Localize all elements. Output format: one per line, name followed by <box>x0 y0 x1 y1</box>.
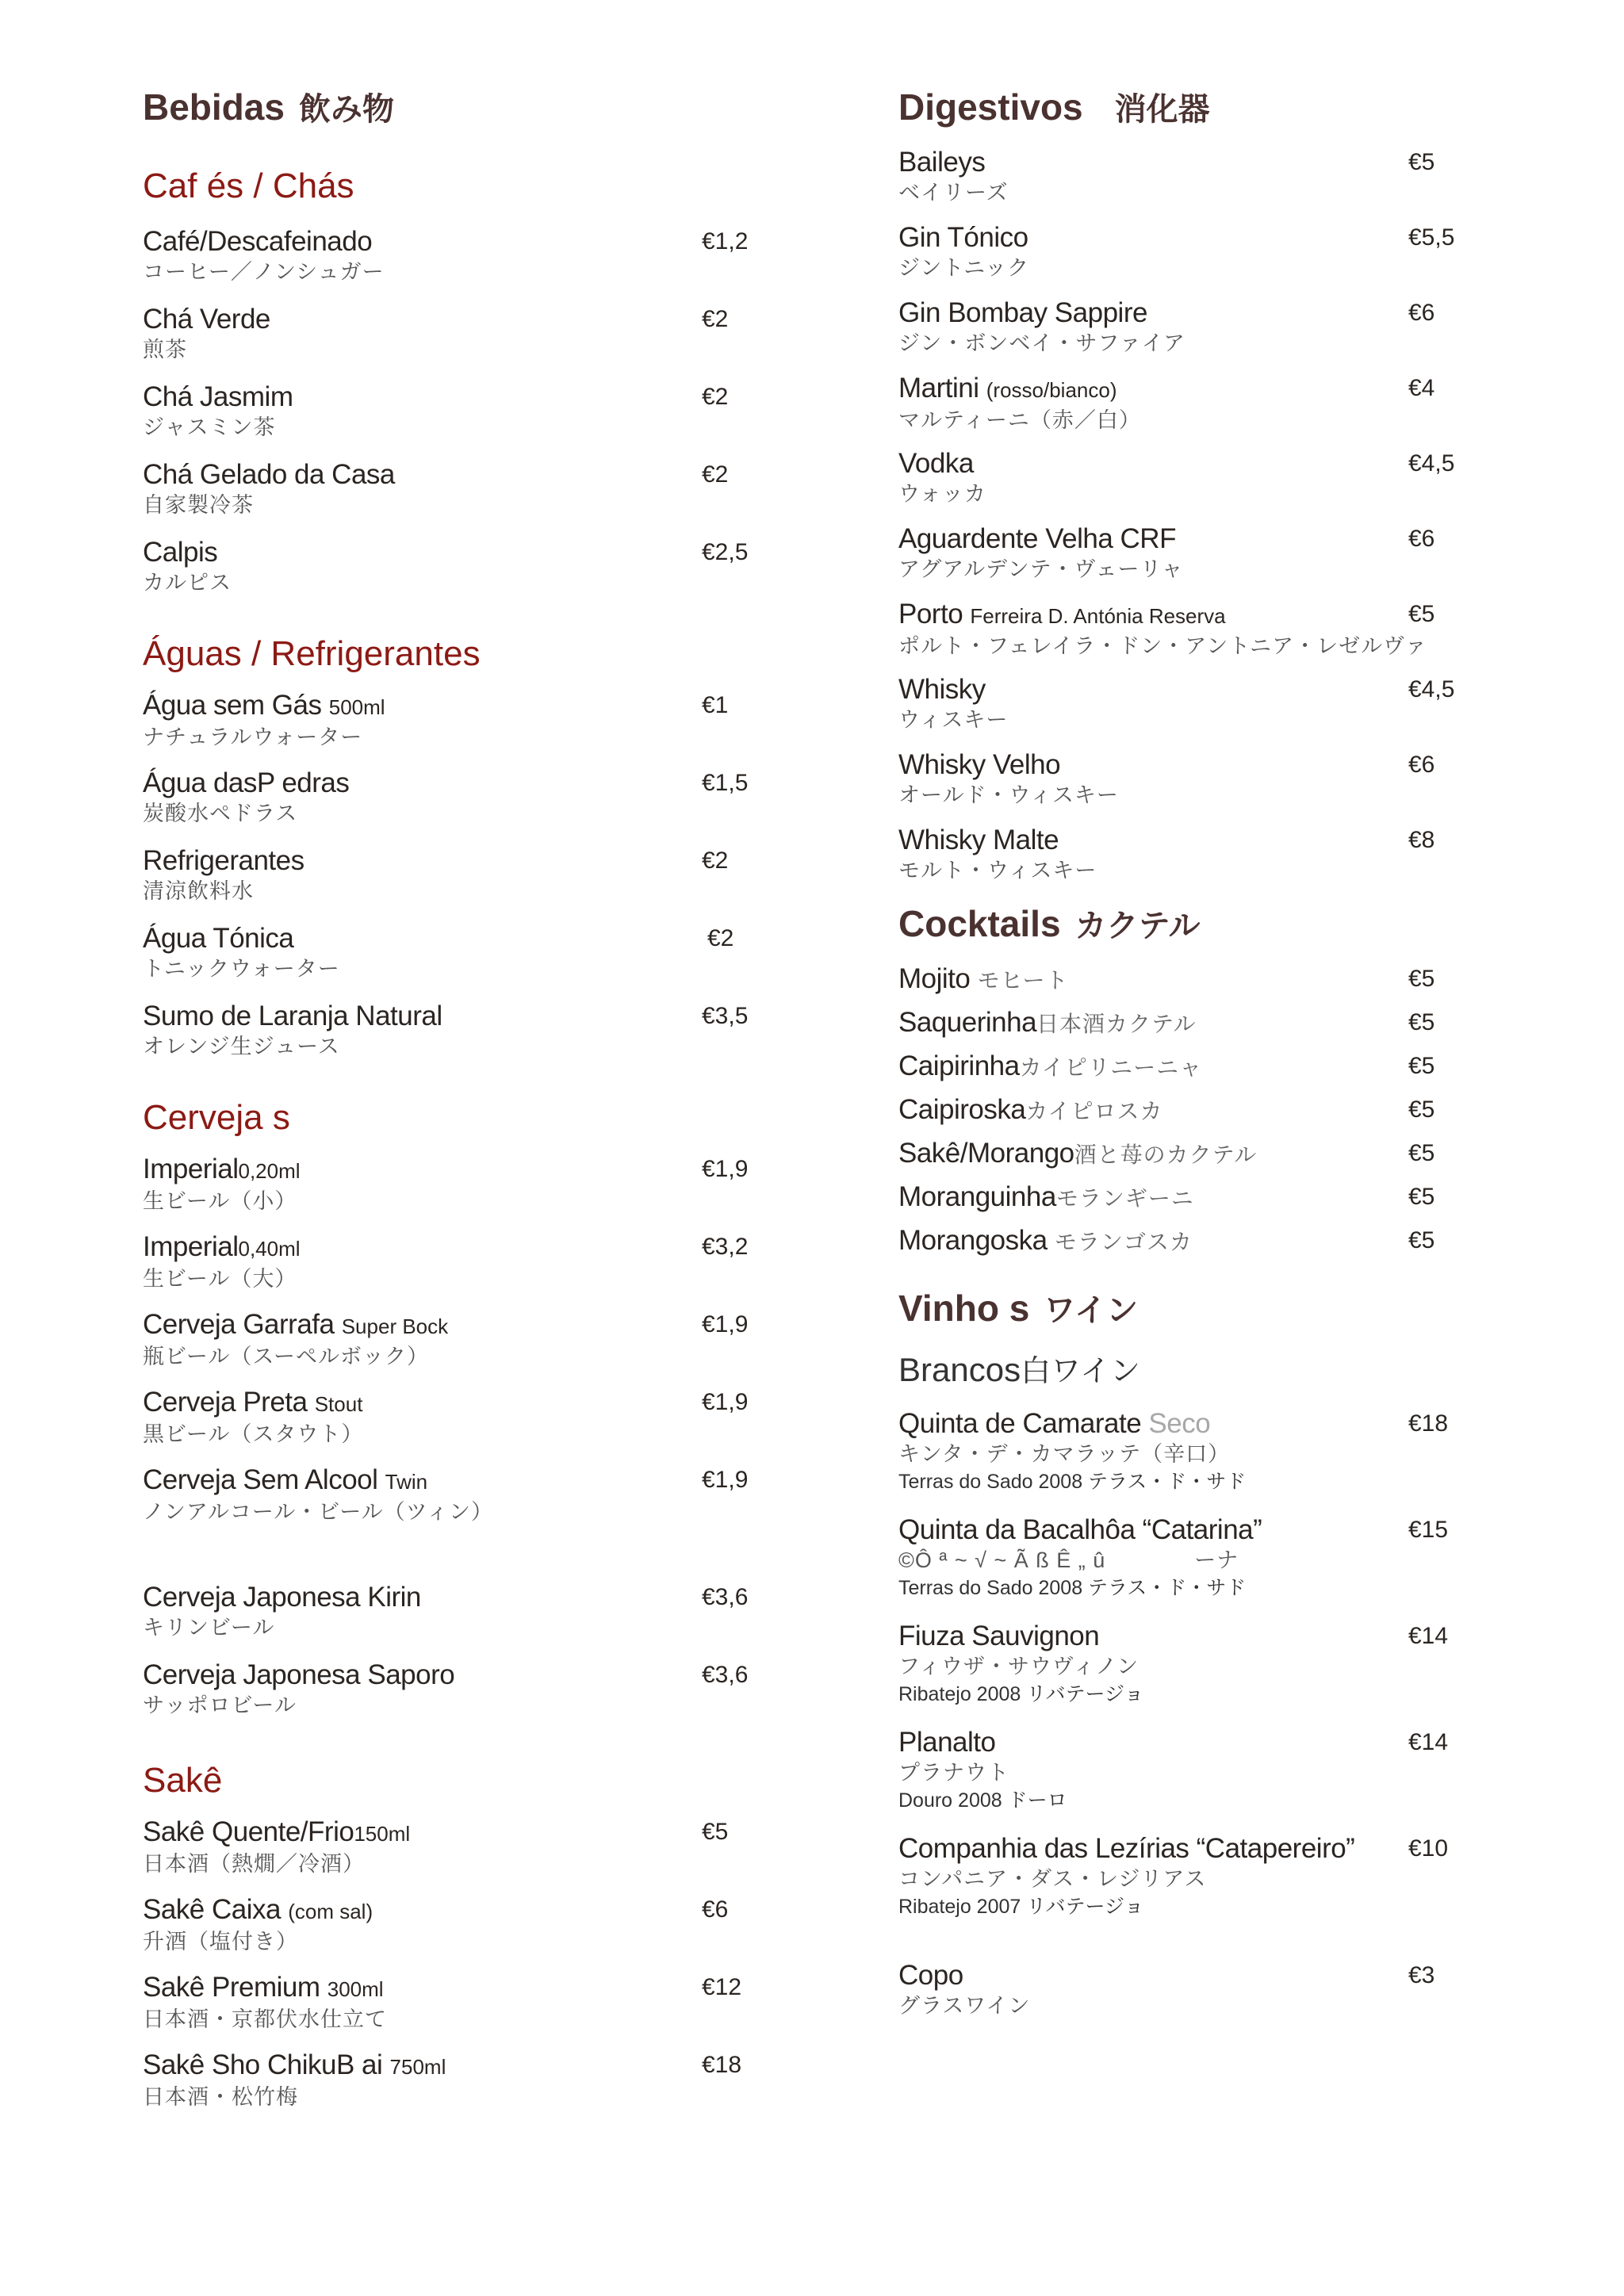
menu-item: Sakê/Morango酒と苺のカクテル €5 <box>898 1138 1435 1169</box>
menu-item: Baileys ベイリーズ €5 <box>898 147 1435 205</box>
cocktails-heading: Cocktails カクテル <box>898 903 1201 944</box>
menu-item: Calpis カルピス €2,5 <box>143 537 749 595</box>
menu-item: Porto Ferreira D. Antónia Reserva ポルト・フェレイラ・ドン・アントニア・レゼルヴァ €5 <box>898 599 1435 658</box>
menu-item: Gin Tónico ジントニック €5,5 <box>898 222 1455 280</box>
vinhos-heading: Vinho s ワイン <box>898 1288 1139 1329</box>
bebidas-heading: Bebidas 飲み物 <box>143 86 394 128</box>
menu-item: Água dasP edras 炭酸水ペドラス €1,5 <box>143 767 749 825</box>
menu-item: Refrigerantes 清涼飲料水 €2 <box>143 845 729 903</box>
menu-item: Whisky Velho オールド・ウィスキー €6 <box>898 749 1435 807</box>
menu-item: Aguardente Velha CRF アグアルデンテ・ヴェーリャ €6 <box>898 523 1435 581</box>
menu-item: Gin Bombay Sappire ジン・ボンベイ・サファイア €6 <box>898 297 1435 355</box>
menu-item: Sakê Premium 300ml 日本酒・京都伏水仕立て €12 <box>143 1972 742 2031</box>
menu-item: Cerveja Garrafa Super Bock 瓶ビール（スーペルボック） €1,9 <box>143 1309 749 1368</box>
sake-heading: Sakê <box>143 1761 223 1800</box>
menu-item: Cerveja Preta Stout 黒ビール（スタウト） €1,9 <box>143 1387 749 1446</box>
menu-item: Whisky Malte モルト・ウィスキー €8 <box>898 825 1435 882</box>
brancos-subheading: Brancos白ワイン <box>898 1351 1140 1388</box>
menu-item: Chá Gelado da Casa 自家製冷茶 €2 <box>143 459 729 517</box>
menu-item: Whisky ウィスキー €4,5 <box>898 674 1455 732</box>
menu-item: Água sem Gás 500ml ナチュラルウォーター €1 <box>143 690 729 749</box>
menu-item: Café/Descafeinado コーヒー／ノンシュガー €1,2 <box>143 226 749 284</box>
menu-item: Sakê Quente/Frio150ml 日本酒（熱燗／冷酒） €5 <box>143 1816 729 1876</box>
left-column <box>143 83 761 2127</box>
aguas-heading: Águas / Refrigerantes <box>143 634 481 673</box>
menu-item: Caipiroskaカイピロスカ €5 <box>898 1094 1435 1125</box>
menu-item: Vodka ウォッカ €4,5 <box>898 448 1455 506</box>
wine-item: Quinta de Camarate Seco キンタ・デ・カマラッテ（辛口） Terras do Sado 2008 テラス・ド・サド €18 <box>898 1408 1449 1493</box>
menu-item: Saquerinha日本酒カクテル €5 <box>898 1007 1435 1038</box>
menu-item: Água Tónica トニックウォーター €2 <box>143 923 734 981</box>
digestivos-heading: Digestivos 消化器 <box>898 86 1210 128</box>
menu-item: Chá Jasmim ジャスミン茶 €2 <box>143 381 729 439</box>
menu-item: Morangoska モランゴスカ €5 <box>898 1225 1435 1256</box>
menu-item: Mojito モヒート €5 <box>898 963 1435 994</box>
menu-item: Cerveja Japonesa Kirin キリンビール €3,6 <box>143 1582 749 1640</box>
menu-item: Cerveja Sem Alcool Twin ノンアルコール・ビール（ツィン） €1,9 <box>143 1464 749 1524</box>
menu-item: Cerveja Japonesa Saporo サッポロビール €3,6 <box>143 1659 749 1717</box>
menu-item: Caipirinhaカイピリニーニャ €5 <box>898 1050 1435 1081</box>
menu-item: Imperial0,40ml 生ビール（大） €3,2 <box>143 1231 749 1291</box>
right-column <box>898 83 1485 2035</box>
menu-item: Moranguinhaモランギーニ €5 <box>898 1181 1435 1212</box>
menu-item: Chá Verde 煎茶 €2 <box>143 304 729 362</box>
wine-item: Companhia das Lezírias “Catapereiro” コンパニア・ダス・レジリアス Ribatejo 2007 リバテージョ €10 <box>898 1833 1449 1918</box>
menu-item: Sakê Sho ChikuB ai 750ml 日本酒・松竹梅 €18 <box>143 2049 742 2109</box>
wine-item-copo: Copo グラスワイン €3 <box>898 1960 1435 2018</box>
menu-item: Imperial0,20ml 生ビール（小） €1,9 <box>143 1154 749 1213</box>
wine-item: Quinta da Bacalhôa “Catarina” ©Ô ª ~ √ ~ Ã ß Ê „ û ーナ Terras do Sado 2008 テラス・ド・サド €15 <box>898 1514 1449 1599</box>
cervejas-heading: Cerveja s <box>143 1098 290 1137</box>
menu-item: Martini (rosso/bianco) マルティーニ（赤／白） €4 <box>898 373 1435 432</box>
wine-item: Planalto プラナウト Douro 2008 ドーロ €14 <box>898 1727 1449 1812</box>
cafes-heading: Caf és / Chás <box>143 166 354 205</box>
wine-item: Fiuza Sauvignon フィウザ・サウヴィノン Ribatejo 2008 リバテージョ €14 <box>898 1621 1449 1705</box>
menu-item: Sakê Caixa (com sal) 升酒（塩付き） €6 <box>143 1894 729 1954</box>
menu-item: Sumo de Laranja Natural オレンジ生ジュース €3,5 <box>143 1001 749 1058</box>
